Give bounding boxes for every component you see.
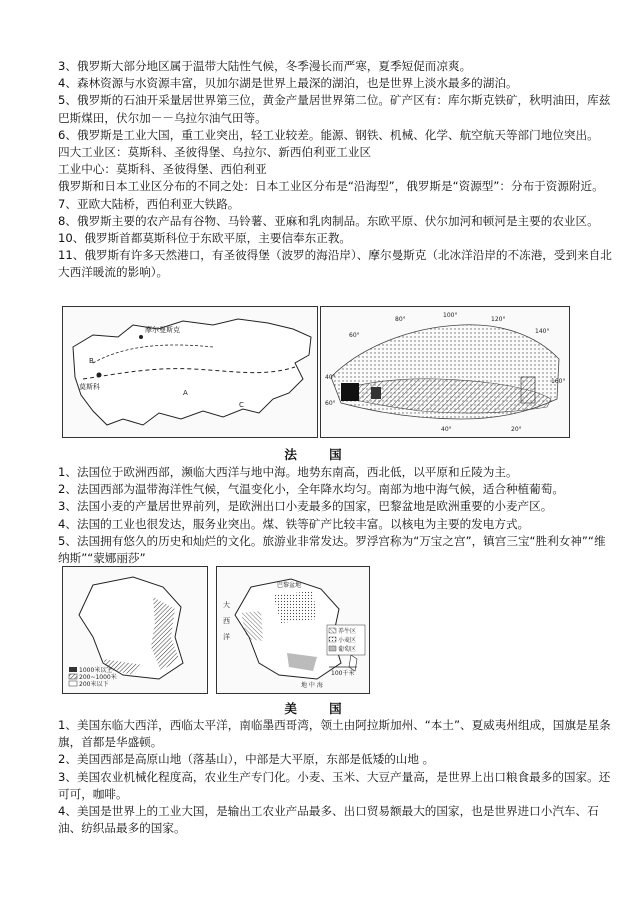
russia-map-railway [62,306,318,438]
legend-1000m: 1000米以上 [79,667,113,674]
russia-map-climate [320,306,570,438]
usa-line-4: 4、美国是世界上的工业大国，是输出工农业产品最多、出口贸易额最大的国家，也是世界进口小汽车、石油、纺织品最多的国家。 [58,804,599,836]
legend-grape: 葡萄区 [338,646,357,653]
legend-200m: 200米以下 [79,681,109,688]
legend-wheat: 小麦区 [338,637,357,644]
france-section [58,464,614,567]
russia-line-4: 4、森林资源与水资源丰富，贝加尔湖是世界上最深的湖泊，也是世界上淡水最多的湖泊。 [58,76,518,91]
label-paris-basin: 巴黎盆地 [277,582,302,589]
map-label-b: B [89,357,94,365]
usa-line-3: 3、美国农业机械化程度高，农业生产专门化。小麦、玉米、大豆产量高，是世界上出口粮食最多的国家。还可可，咖啡。 [58,769,611,801]
lon-label-60: 60° [349,332,360,339]
lat-label-60: 60° [325,400,336,407]
usa-section [58,717,614,837]
label-da: 大 [223,601,230,609]
russia-line-3: 3、俄罗斯大部分地区属于温带大陆性气候，冬季漫长而严寒，夏季短促而凉爽。 [58,59,472,73]
france-heading: 法 国 [284,447,356,462]
map-label-c: C [239,401,244,409]
russia-line-10: 10、俄罗斯首都莫斯科位于东欧平原，主要信奉东正教。 [58,231,352,246]
france-line-1: 1、法国位于欧洲西部，濒临大西洋与地中海。地势东南高，西北低，以平原和丘陵为主。 [58,465,518,479]
usa-line-2: 2、美国西部是高原山地（落基山），中部是大平原，东部是低矮的山地 。 [58,752,435,767]
label-xi: 西 [223,617,230,625]
legend-cattle: 养牛区 [338,628,357,635]
map-label-a: A [183,389,188,397]
lon-label-80: 80° [395,316,406,323]
map-label-murmansk: 摩尔曼斯克 [145,326,180,334]
lon-label-40: 40° [325,374,336,381]
russia-line-5: 5、俄罗斯的石油开采量居世界第三位，黄金产量居世界第二位。矿产区有：库尔斯克铁矿，秋明油田，库兹巴斯煤田，伏尔加－－乌拉尔油气田等。 [58,93,611,125]
russia-line-7: 7、亚欧大陆桥，西伯利亚大铁路。 [58,196,240,211]
lat-label-20: 20° [511,426,522,433]
label-mediterranean: 地 中 海 [301,682,323,689]
france-map-terrain [62,566,208,694]
usa-line-1: 1、美国东临大西洋，西临太平洋，南临墨西哥湾，领土由阿拉斯加州、“本土”、夏威夷州组成，国旗是星条旗，首都是华盛顿。 [58,718,611,750]
russia-industrial-zones: 四大工业区：莫斯科、圣彼得堡、乌拉尔、新西伯利亚工业区 [58,145,372,160]
lon-label-140: 140° [535,328,550,335]
label-yang: 洋 [223,633,230,641]
lon-label-120: 120° [491,316,506,323]
france-line-2: 2、法国西部为温带海洋性气候，气温变化小，全年降水均匀。南部为地中海气候，适合种植葡萄。 [58,482,564,497]
lon-label-100: 100° [443,312,458,319]
russia-japan-comparison: 俄罗斯和日本工业区分布的不同之处：日本工业区分布是“沿海型”，俄罗斯是“资源型”：分布于资源附近。 [58,179,604,194]
france-map-agriculture [216,566,370,694]
russia-line-8: 8、俄罗斯主要的农产品有谷物、马铃薯、亚麻和乳肉制品。东欧平原、伏尔加河和顿河是主要的农业区。 [58,213,599,228]
france-line-3: 3、法国小麦的产量居世界前列，是欧洲出口小麦最多的国家，巴黎盆地是欧洲重要的小麦产区。 [58,499,553,514]
russia-industrial-centers: 工业中心：莫斯科、圣彼得堡、西伯利亚 [58,162,267,177]
france-line-5: 5、法国拥有悠久的历史和灿烂的文化。旅游业非常发达。罗浮宫称为“万宝之宫”，镇宫三宝“胜利女神”“维纳斯”“蒙娜丽莎” [58,533,606,566]
usa-heading: 美 国 [284,701,356,716]
lon-label-160: 160° [551,378,566,385]
russia-line-11: 11、俄罗斯有许多天然港口，有圣彼得堡（波罗的海沿岸）、摩尔曼斯克（北冰洋沿岸的不冻港，受到来自北大西洋暖流的影响）。 [58,248,612,280]
lat-label-40: 40° [441,426,452,433]
russia-section [58,58,614,282]
map-label-moscow: 莫斯科 [79,383,100,391]
legend-200-1000m: 200~1000米 [79,674,117,681]
france-line-4: 4、法国的工业也很发达，服务业突出。煤、铁等矿产比较丰富。以核电为主要的发电方式。 [58,516,530,531]
scale-label: 100千米 [331,670,355,677]
russia-line-6: 6、俄罗斯是工业大国，重工业突出，轻工业较差。能源、钢铁、机械、化学、航空航天等部门地位突出。 [58,127,599,142]
